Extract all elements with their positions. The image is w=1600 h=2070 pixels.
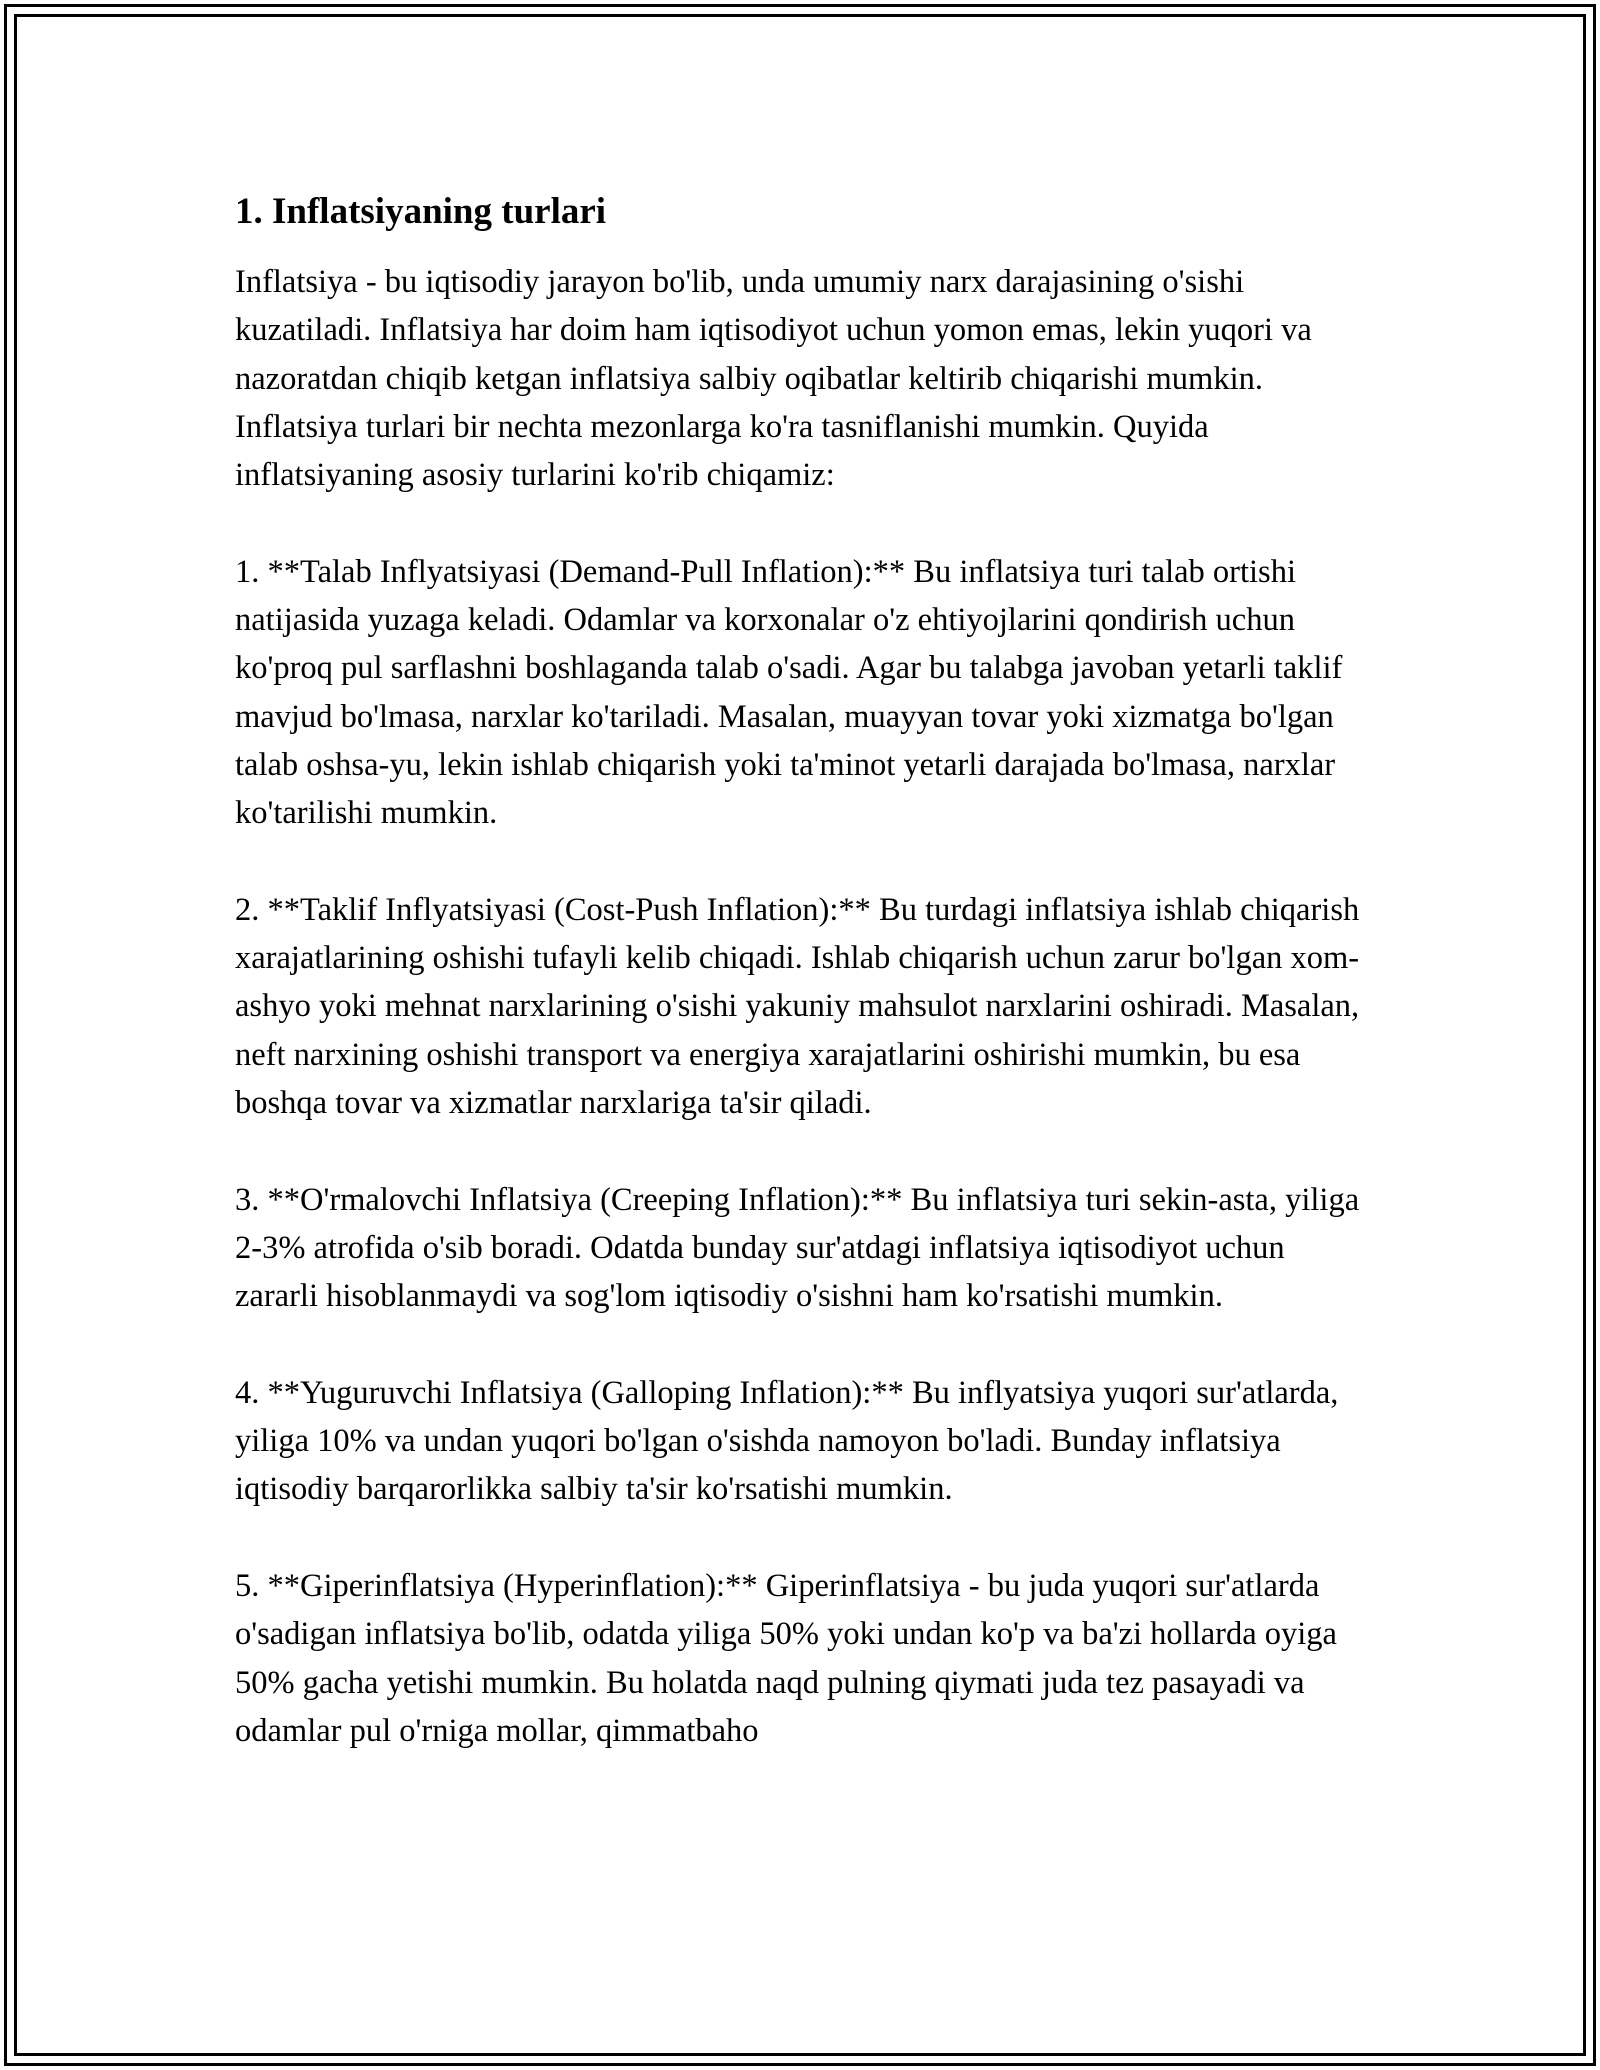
paragraph-demand-pull: 1. **Talab Inflyatsiyasi (Demand-Pull Inflation):** Bu inflatsiya turi talab ortishi natijasida yuzaga keladi. Odamlar va korxonalar o'z ehtiyojlarini qondirish uchun ko'proq pul sarflashni boshlaganda talab o'sadi. Agar bu talabga javoban yetarli taklif mavjud bo'lmasa, narxlar ko'tariladi. Masalan, muayyan tovar yoki xizmatga bo'lgan talab oshsa-yu, lekin ishlab chiqarish yoki ta'minot yetarli darajada bo'lmasa, narxlar ko'tarilishi mumkin. [235,553,1343,832]
intro-paragraph: Inflatsiya - bu iqtisodiy jarayon bo'lib, unda umumiy narx darajasining o'sishi kuzatiladi. Inflatsiya har doim ham iqtisodiyot uchun yomon emas, lekin yuqori va nazoratdan chiqib ketgan inflatsiya salbiy oqibatlar keltirib chiqarishi mumkin. Inflatsiya turlari bir nechta mezonlarga ko'ra tasniflanishi mumkin. Quyida inflatsiyaning asosiy turlarini ko'rib chiqamiz: [235,264,1312,494]
paragraph-cost-push: 2. **Taklif Inflyatsiyasi (Cost-Push Inflation):** Bu turdagi inflatsiya ishlab chiqarish xarajatlarining oshishi tufayli kelib chiqadi. Ishlab chiqarish uchun zarur bo'lgan xom-ashyo yoki mehnat narxlarining o'sishi yakuniy mahsulot narxlarini oshiradi. Masalan, neft narxining oshishi transport va energiya xarajatlarini oshirishi mumkin, bu esa boshqa tovar va xizmatlar narxlariga ta'sir qiladi. [235,891,1360,1122]
section-heading: 1. Inflatsiyaning turlari [235,191,607,232]
document-body [235,188,1365,1755]
paragraph-hyperinflation: 5. **Giperinflatsiya (Hyperinflation):** Giperinflatsiya - bu juda yuqori sur'atlarda o'sadigan inflatsiya bo'lib, odatda yiliga 50% yoki undan ko'p va ba'zi hollarda oyiga 50% gacha yetishi mumkin. Bu holatda naqd pulning qiymati juda tez pasayadi va odamlar pul o'rniga mollar, qimmatbaho [235,1568,1337,1749]
paragraph-creeping: 3. **O'rmalovchi Inflatsiya (Creeping Inflation):** Bu inflatsiya turi sekin-asta, yiliga 2-3% atrofida o'sib boradi. Odatda bunday sur'atdagi inflatsiya iqtisodiyot uchun zararli hisoblanmaydi va sog'lom iqtisodiy o'sishni ham ko'rsatishi mumkin. [235,1181,1360,1315]
paragraph-galloping: 4. **Yuguruvchi Inflatsiya (Galloping Inflation):** Bu inflyatsiya yuqori sur'atlarda, yiliga 10% va undan yuqori bo'lgan o'sishda namoyon bo'ladi. Bunday inflatsiya iqtisodiy barqarorlikka salbiy ta'sir ko'rsatishi mumkin. [235,1374,1339,1508]
